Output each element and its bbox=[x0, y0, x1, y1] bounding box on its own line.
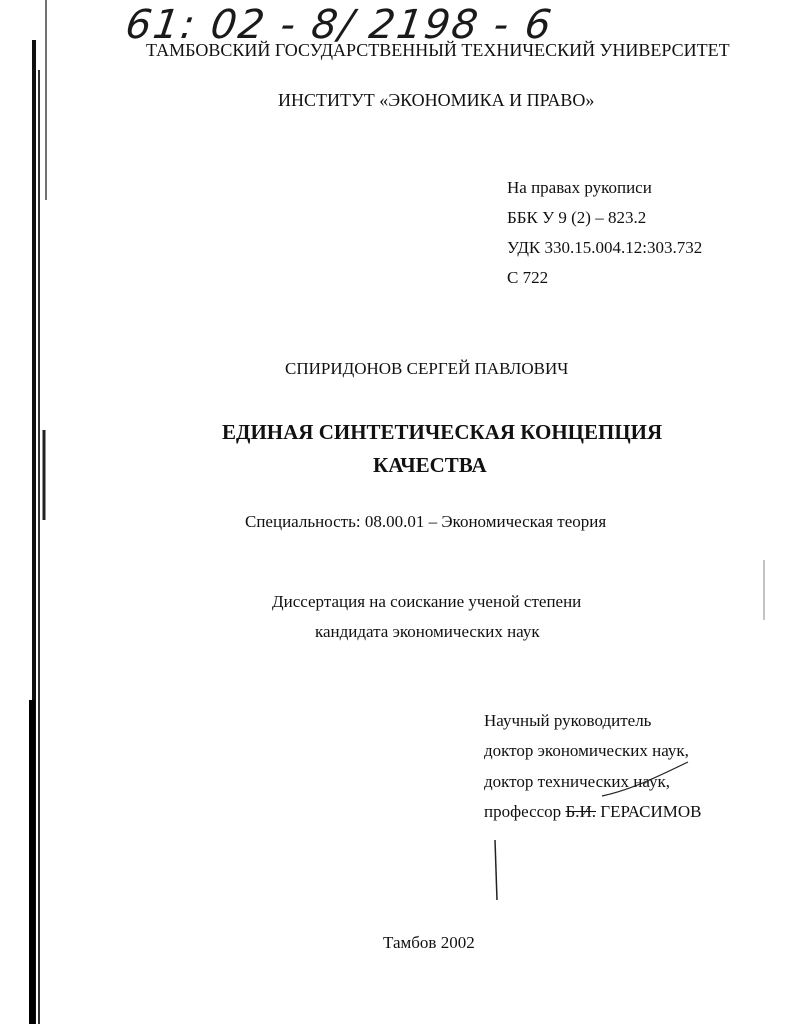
author-name: СПИРИДОНОВ СЕРГЕЙ ПАВЛОВИЧ bbox=[285, 359, 569, 378]
degree-line-2: кандидата экономических наук bbox=[315, 622, 540, 641]
supervisor-title: профессор bbox=[484, 802, 566, 821]
udk-code: УДК 330.15.004.12:303.732 bbox=[507, 238, 703, 257]
supervisor-surname: ГЕРАСИМОВ bbox=[595, 802, 702, 821]
handwritten-archive-code: 61: 02 - 8/ 2198 - 6 bbox=[122, 2, 556, 48]
rights-note: На правах рукописи bbox=[507, 178, 652, 197]
thesis-title-line-2: КАЧЕСТВА bbox=[373, 453, 487, 477]
supervisor-degree-2: доктор технических наук, bbox=[484, 772, 671, 791]
supervisor-role: Научный руководитель bbox=[484, 711, 652, 730]
supervisor-name bbox=[484, 802, 702, 822]
author-sign: С 722 bbox=[507, 268, 549, 287]
supervisor-degree-1: доктор экономических наук, bbox=[484, 741, 689, 760]
bbk-code: ББК У 9 (2) – 823.2 bbox=[507, 208, 647, 227]
specialty: Специальность: 08.00.01 – Экономическая теория bbox=[245, 512, 607, 531]
thesis-title-line-1: ЕДИНАЯ СИНТЕТИЧЕСКАЯ КОНЦЕПЦИЯ bbox=[222, 420, 663, 444]
supervisor-initials: Б.И. bbox=[565, 802, 596, 821]
degree-line-1: Диссертация на соискание ученой степени bbox=[272, 592, 582, 611]
institute-name: ИНСТИТУТ «ЭКОНОМИКА И ПРАВО» bbox=[278, 90, 595, 110]
place-and-year: Тамбов 2002 bbox=[383, 933, 475, 952]
university-name: ТАМБОВСКИЙ ГОСУДАРСТВЕННЫЙ ТЕХНИЧЕСКИЙ УНИВЕРСИТЕТ bbox=[146, 40, 730, 60]
signature-stroke bbox=[600, 760, 690, 800]
